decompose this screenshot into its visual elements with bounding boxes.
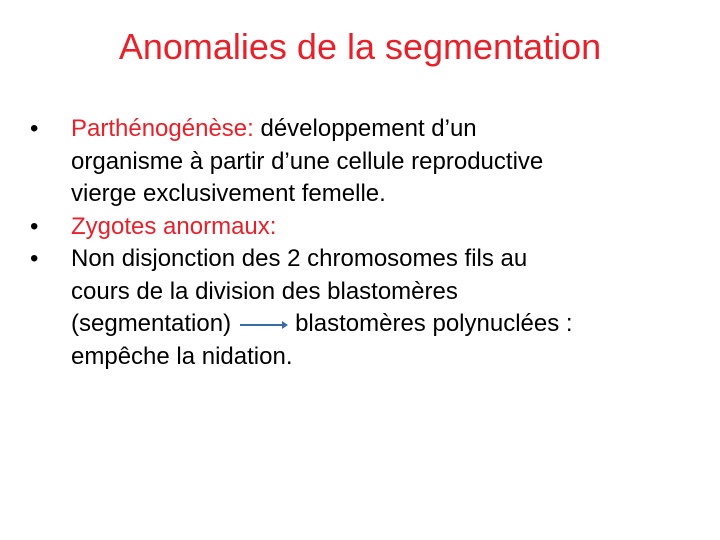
bullet-dot-icon: • bbox=[30, 115, 39, 142]
segmentation-text: (segmentation) bbox=[71, 310, 232, 337]
bullet-non-disjonction bbox=[30, 243, 700, 373]
term-parthenogenese: Parthénogénèse: bbox=[71, 115, 254, 142]
bullet-line: Non disjonction des 2 chromosomes fils au bbox=[71, 245, 528, 272]
bullet-parthenogenese bbox=[30, 113, 700, 211]
bullet-dot-icon: • bbox=[30, 212, 39, 240]
bullet-zygotes bbox=[30, 211, 700, 244]
bullet-dot-icon: • bbox=[30, 245, 39, 272]
bullet-line: vierge exclusivement femelle. bbox=[71, 180, 386, 207]
arrow-right-icon bbox=[239, 318, 289, 332]
bullet-line: empêche la nidation. bbox=[71, 342, 293, 370]
bullet-line: organisme à partir d’une cellule reproductive bbox=[71, 147, 544, 175]
slide-title: Anomalies de la segmentation bbox=[118, 26, 602, 67]
term-zygotes-anormaux: Zygotes anormaux: bbox=[71, 212, 277, 240]
bullet-list bbox=[30, 113, 700, 373]
definition-text: développement d’un bbox=[260, 115, 477, 142]
polynuclees-text: blastomères polynuclées : bbox=[295, 310, 573, 337]
bullet-line: cours de la division des blastomères bbox=[71, 277, 458, 305]
bullet-line bbox=[71, 308, 700, 341]
bullet-line bbox=[71, 113, 700, 146]
